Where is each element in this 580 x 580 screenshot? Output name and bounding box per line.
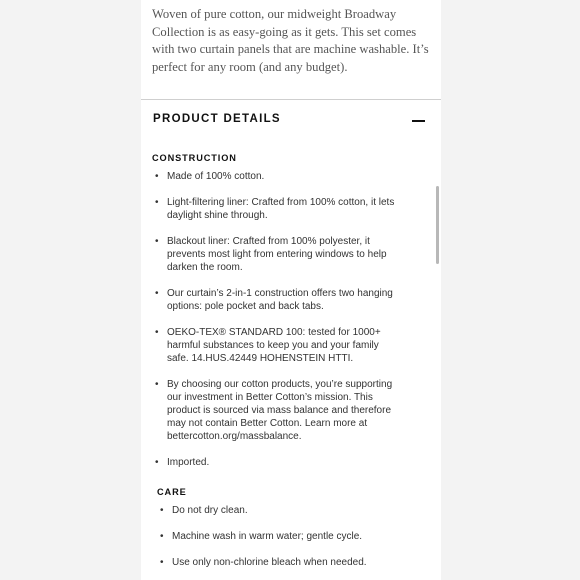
list-item: • Machine wash in warm water; gentle cycle. [158,530,408,543]
minus-icon[interactable] [412,120,425,122]
list-item: • Blackout liner: Crafted from 100% polyester, it prevents most light from entering windows to help darken the room. [153,235,403,274]
list-item: • Our curtain’s 2-in-1 construction offers two hanging options: pole pocket and back tabs. [153,287,403,313]
list-item: • Made of 100% cotton. [153,170,403,183]
section-divider [141,99,441,100]
product-description: Woven of pure cotton, our midweight Broadway Collection is as easy-going as it gets. This set comes with two curtain panels that are machine washable. It’s perfect for any room (and any budget). [152,7,429,74]
construction-list [153,170,403,482]
care-heading: CARE [157,487,187,497]
care-list [158,504,408,580]
product-info-panel [141,0,441,580]
product-details-title: PRODUCT DETAILS [153,113,281,125]
list-item: • Light-filtering liner: Crafted from 100% cotton, it lets daylight shine through. [153,196,403,222]
list-item: • Imported. [153,456,403,469]
list-item: • Use only non-chlorine bleach when needed. [158,556,408,569]
list-item: • OEKO-TEX® STANDARD 100: tested for 1000+ harmful substances to keep you and your family safe. 14.HUS.42449 HOHENSTEIN HTTI. [153,326,403,365]
list-item: • By choosing our cotton products, you’re supporting our investment in Better Cotton’s mission. This product is sourced via mass balance and therefore may not contain Better Cotton. Learn more at bettercotton.org/massbalance. [153,378,403,443]
scrollbar-thumb[interactable] [436,186,439,264]
construction-heading: CONSTRUCTION [152,153,237,163]
product-details-toggle[interactable] [153,113,425,129]
list-item: • Do not dry clean. [158,504,408,517]
